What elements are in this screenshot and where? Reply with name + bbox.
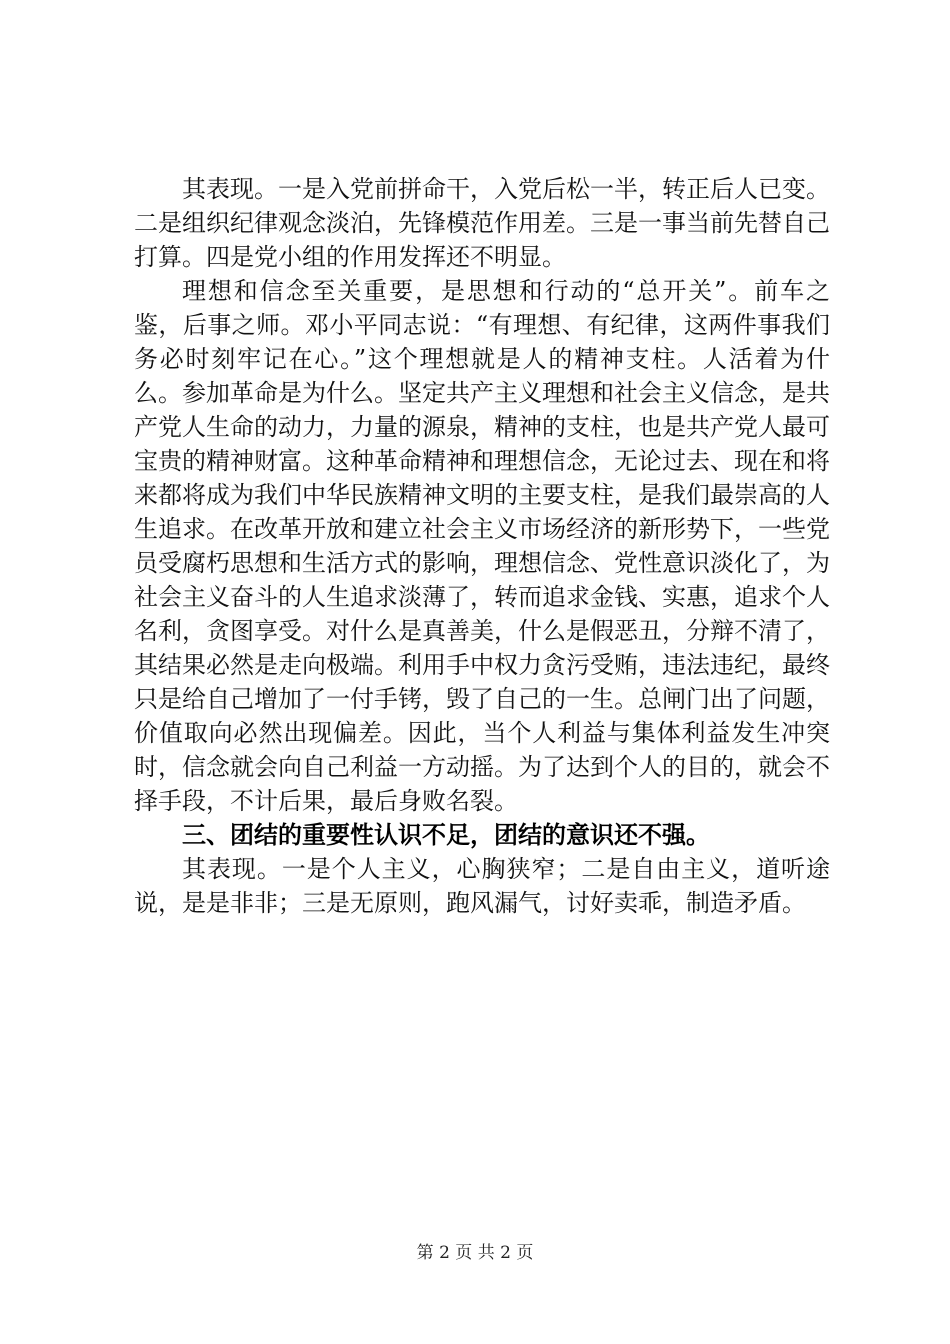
paragraph-performance-2: 其表现。一是个人主义，心胸狭窄；二是自由主义，道听途说，是是非非；三是无原则，跑风漏气，讨好卖乖，制造矛盾。 — [134, 855, 830, 917]
page-number-footer: 第 2 页 共 2 页 — [416, 1243, 534, 1263]
paragraph-performance-1: 其表现。一是入党前拼命干，入党后松一半，转正后人已变。二是组织纪律观念淡泊，先锋模范作用差。三是一事当前先替自己打算。四是党小组的作用发挥还不明显。 — [134, 175, 830, 271]
document-body — [134, 172, 830, 920]
section-heading-unity: 三、团结的重要性认识不足，团结的意识还不强。 — [182, 821, 710, 849]
paragraph-ideals-beliefs: 理想和信念至关重要，是思想和行动的“总开关”。前车之鉴，后事之师。邓小平同志说：“有理想、有纪律，这两件事我们务必时刻牢记在心。”这个理想就是人的精神支柱。人活着为什么。参加革命是为什么。坚定共产主义理想和社会主义信念，是共产党人生命的动力，力量的源泉，精神的支柱，也是共产党人最可宝贵的精神财富。这种革命精神和理想信念，无论过去、现在和将来都将成为我们中华民族精神文明的主要支柱，是我们最崇高的人生追求。在改革开放和建立社会主义市场经济的新形势下，一些党员受腐朽思想和生活方式的影响，理想信念、党性意识淡化了，为社会主义奋斗的人生追求淡薄了，转而追求金钱、实惠，追求个人名利，贪图享受。对什么是真善美，什么是假恶丑，分辩不清了，其结果必然是走向极端。利用手中权力贪污受贿，违法违纪，最终只是给自己增加了一付手铐，毁了自己的一生。总闸门出了问题，价值取向必然出现偏差。因此，当个人利益与集体利益发生冲突时，信念就会向自己利益一方动摇。为了达到个人的目的，就会不择手段，不计后果，最后身败名裂。 — [134, 277, 830, 815]
